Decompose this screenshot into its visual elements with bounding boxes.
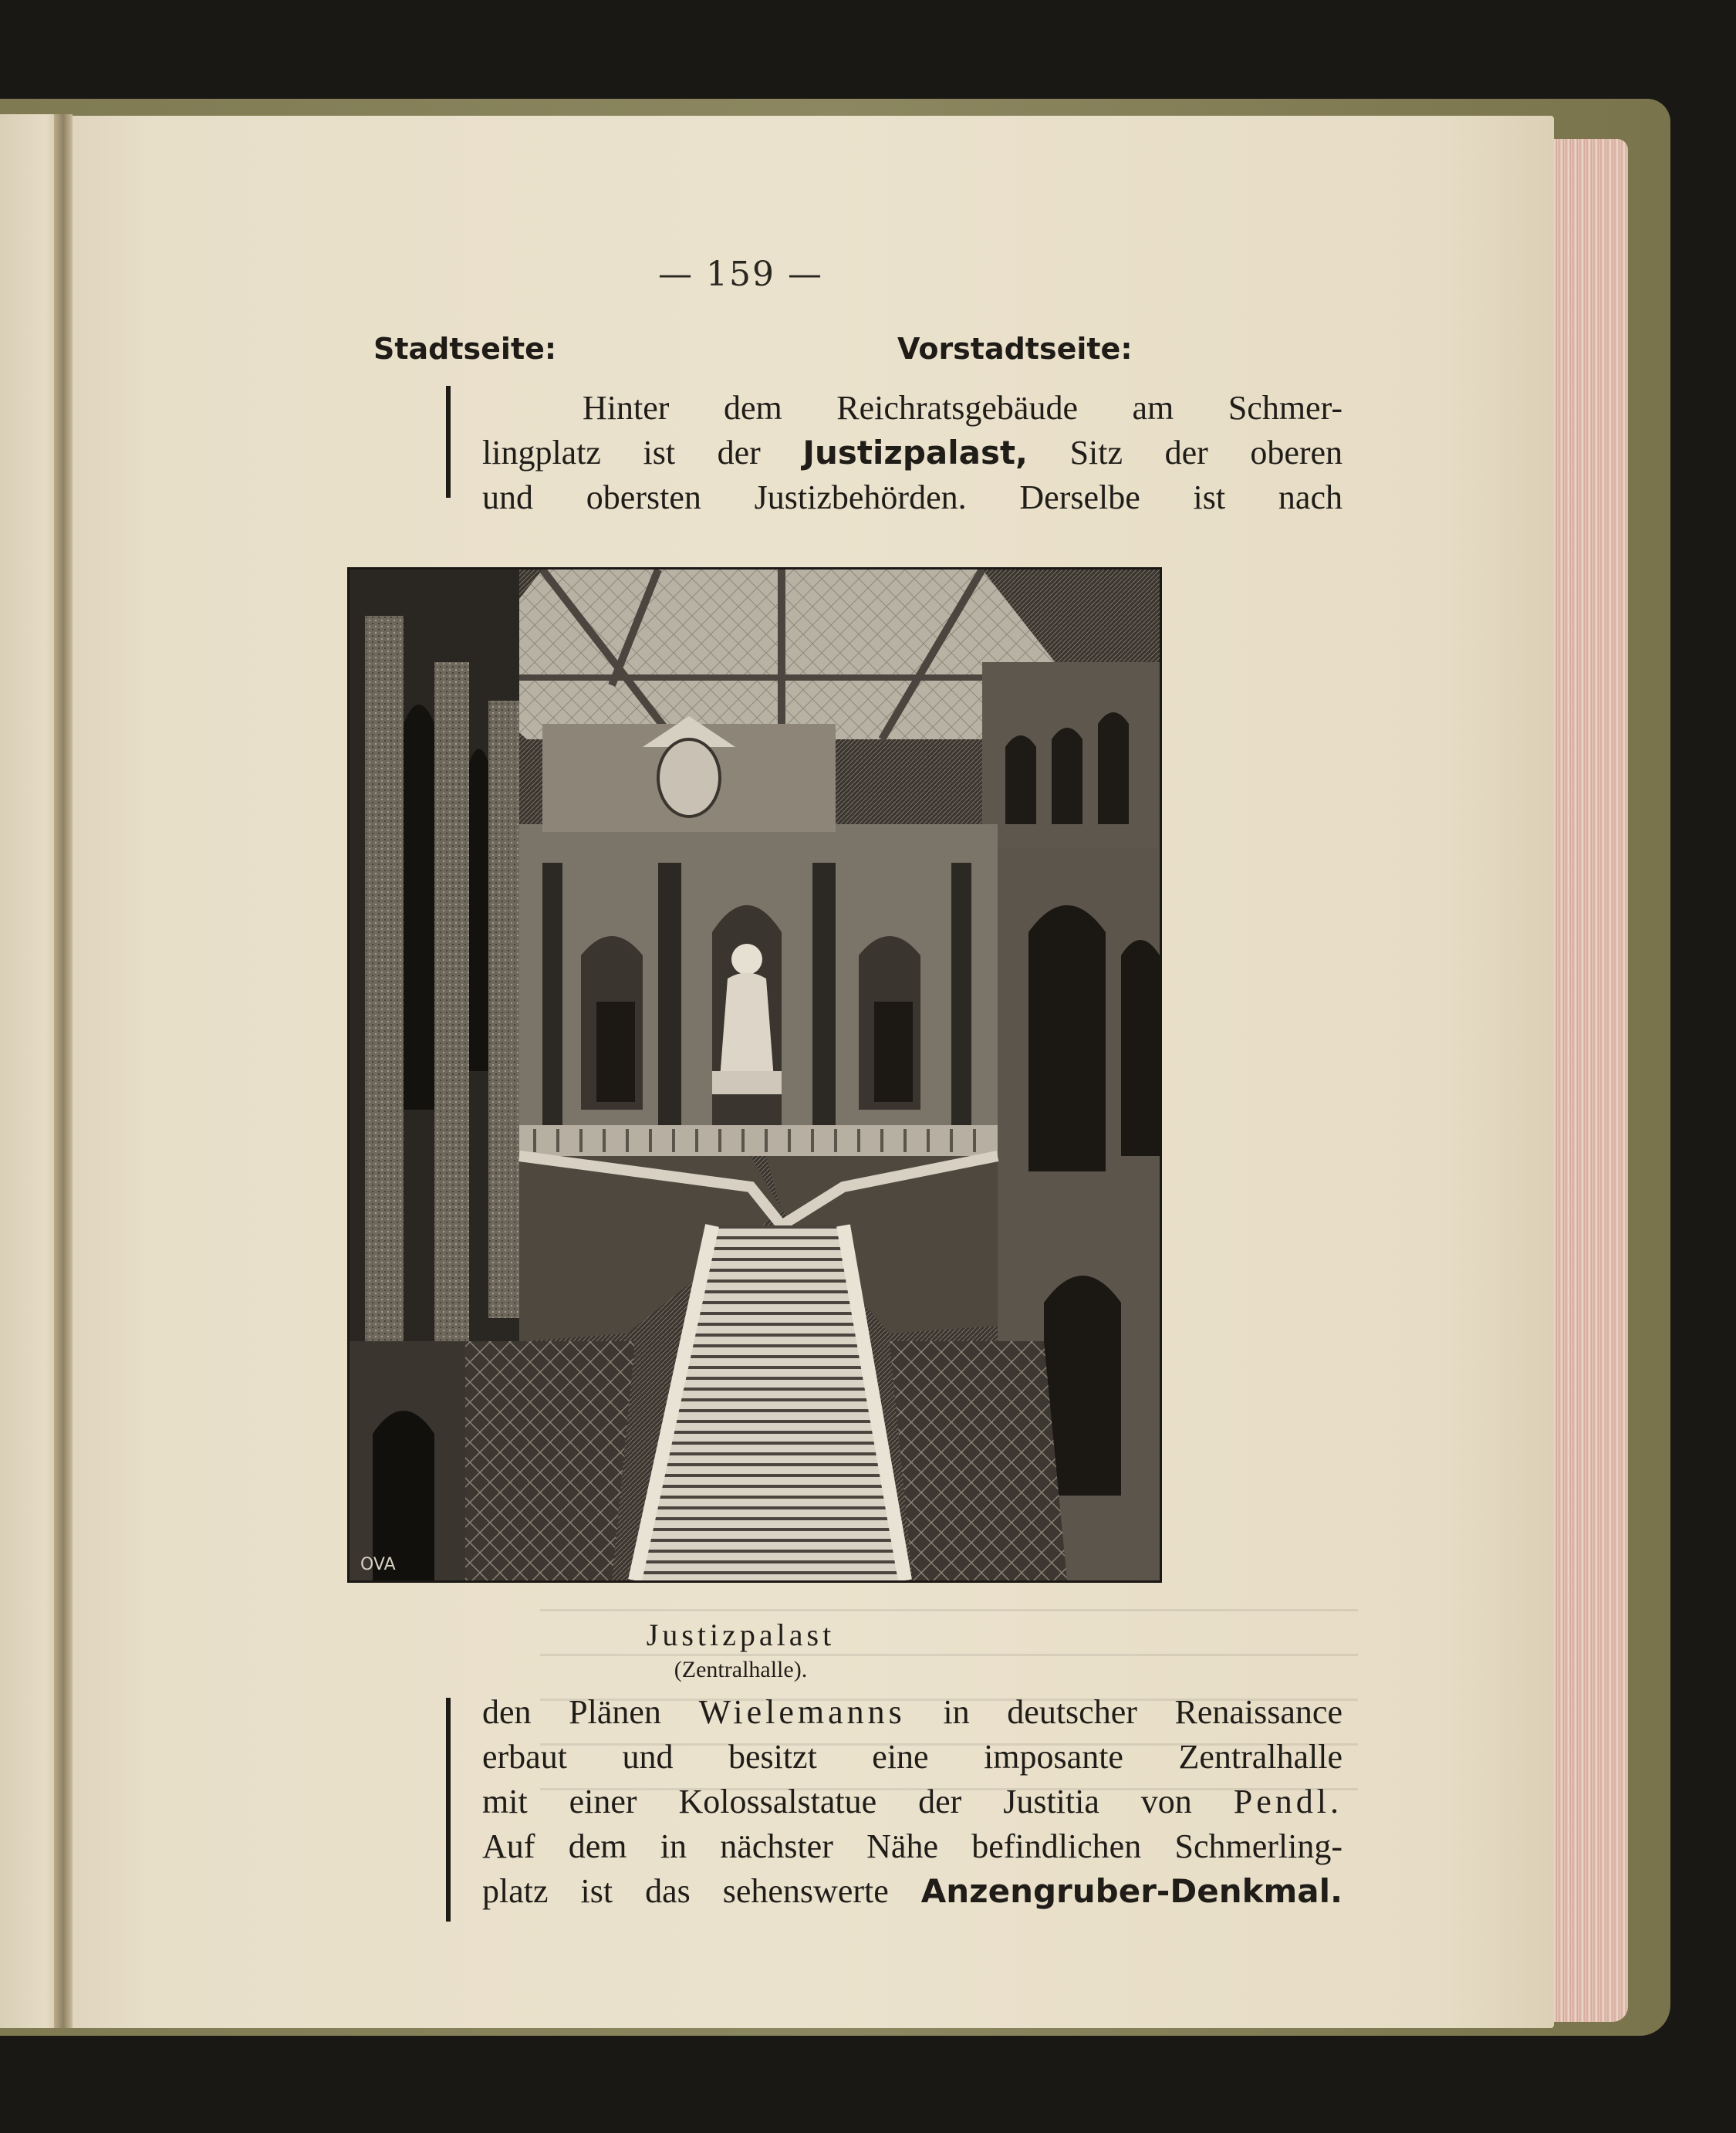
name-pendl: Pendl. bbox=[1233, 1783, 1343, 1820]
text-fragment: den Plänen bbox=[482, 1693, 661, 1731]
text-line bbox=[482, 1869, 1343, 1914]
text-fragment: Sitz der oberen bbox=[1069, 434, 1343, 472]
text-fragment: lingplatz ist der bbox=[482, 434, 761, 472]
figure-caption bbox=[540, 1616, 941, 1685]
text-line: Auf dem in nächster Nähe befindlichen Schmerling- bbox=[482, 1827, 1343, 1865]
page-number: — 159 — bbox=[658, 255, 823, 294]
term-anzengruber-denkmal: Anzengruber-Denkmal. bbox=[920, 1872, 1343, 1910]
text-line bbox=[482, 1690, 1343, 1735]
book-gutter bbox=[54, 114, 73, 2028]
illustration-justizpalast-hall bbox=[347, 567, 1162, 1583]
text-line bbox=[482, 1780, 1343, 1824]
heading-vorstadtseite: Vorstadtseite: bbox=[897, 332, 1133, 366]
paragraph-top bbox=[482, 386, 1343, 520]
caption-subtitle: (Zentralhalle). bbox=[674, 1657, 808, 1682]
heading-stadtseite: Stadtseite: bbox=[373, 332, 557, 366]
page-edges bbox=[1543, 139, 1628, 2022]
engraver-monogram: OVA bbox=[360, 1555, 396, 1574]
text-line: und obersten Justizbehörden. Derselbe ist nach bbox=[482, 478, 1343, 516]
glass-roof bbox=[458, 570, 1067, 739]
paragraph-bottom bbox=[482, 1690, 1343, 1914]
margin-rule-bottom bbox=[446, 1698, 451, 1922]
text-fragment: platz ist das sehenswerte bbox=[482, 1872, 889, 1910]
caption-title: Justizpalast bbox=[646, 1617, 836, 1652]
text-line: Hinter dem Reichratsgebäude am Schmer- bbox=[583, 389, 1343, 427]
name-wielemanns: Wielemanns bbox=[698, 1693, 906, 1731]
margin-rule-top bbox=[446, 386, 451, 498]
text-fragment: in deutscher Renaissance bbox=[943, 1693, 1343, 1731]
text-fragment: mit einer Kolossalstatue der Justitia von bbox=[482, 1783, 1192, 1820]
text-line bbox=[482, 431, 1343, 475]
term-justizpalast: Justizpalast, bbox=[802, 434, 1028, 472]
text-line: erbaut und besitzt eine imposante Zentralhalle bbox=[482, 1738, 1343, 1776]
